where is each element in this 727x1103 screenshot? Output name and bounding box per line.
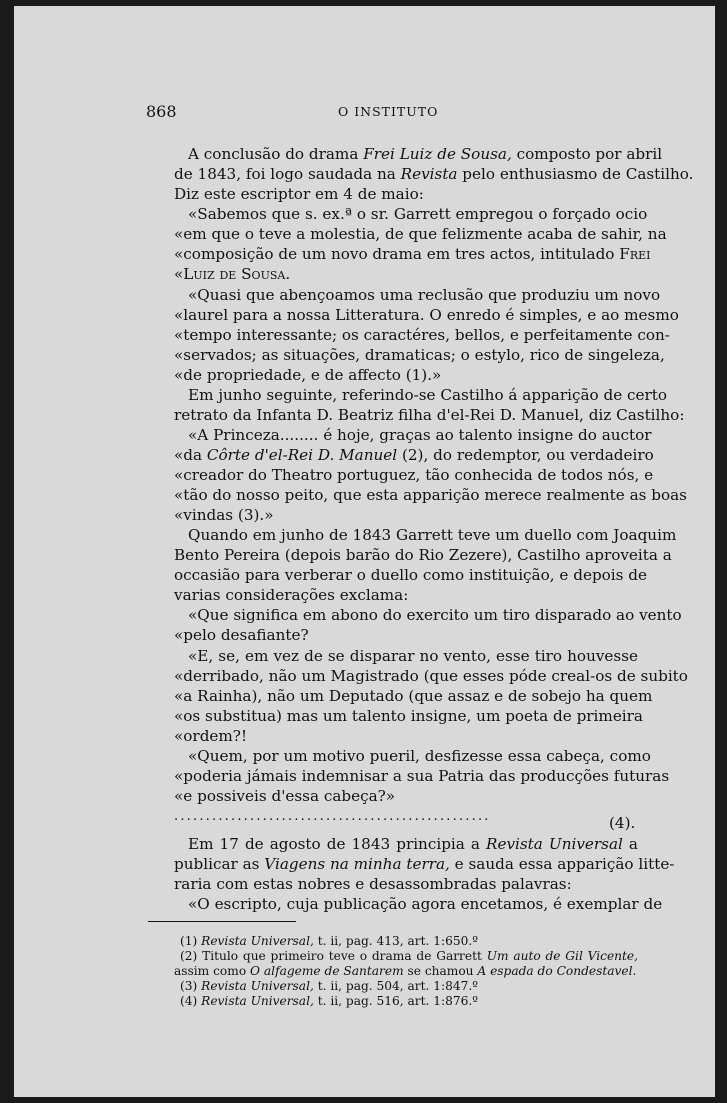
footnote: (3) Revista Universal, t. ii, pag. 504, art. 1:847.º bbox=[180, 979, 479, 993]
text-line: Em junho seguinte, referindo-se Castilho á apparição de certo bbox=[188, 386, 668, 404]
text-line: publicar as Viagens na minha terra, e sauda essa apparição litte- bbox=[174, 855, 675, 873]
quote-line: «Luiz de Sousa. bbox=[174, 265, 291, 283]
footnote-rule bbox=[148, 921, 296, 922]
text-line: raria com estas nobres e desassombradas palavras: bbox=[174, 875, 572, 893]
quote-line: «em que o teve a molestia, de que felizmente acaba de sahir, na bbox=[174, 225, 667, 243]
quote-line: «tempo interessante; os caractéres, bellos, e perfeitamente con- bbox=[174, 326, 670, 344]
quote-line: «poderia jámais indemnisar a sua Patria das producções futuras bbox=[174, 767, 670, 785]
page-number: 868 bbox=[146, 102, 177, 121]
quote-line: «tão do nosso peito, que esta apparição merece realmente as boas bbox=[174, 486, 687, 504]
quote-line: «derribado, não um Magistrado (que esses póde creal-os de subito bbox=[174, 667, 688, 685]
quote-line: «de propriedade, e de affecto (1).» bbox=[174, 366, 442, 384]
quote-line: «e possiveis d'essa cabeça?» bbox=[174, 787, 396, 805]
book-page bbox=[14, 6, 715, 1097]
footnote: (1) Revista Universal, t. ii, pag. 413, art. 1:650.º bbox=[180, 934, 479, 948]
quote-line: «Quasi que abençoamos uma reclusão que produziu um novo bbox=[188, 286, 661, 304]
quote-line: «vindas (3).» bbox=[174, 506, 274, 524]
quote-line: «creador do Theatro portuguez, tão conhecida de todos nós, e bbox=[174, 466, 654, 484]
quote-line: «da Côrte d'el-Rei D. Manuel (2), do redemptor, ou verdadeiro bbox=[174, 446, 654, 464]
quote-line: «os substitua) mas um talento insigne, um poeta de primeira bbox=[174, 707, 643, 725]
text-line: varias considerações exclama: bbox=[174, 586, 409, 604]
quote-line: «pelo desafiante? bbox=[174, 626, 309, 644]
text-line: occasião para verberar o duello como instituição, e depois de bbox=[174, 566, 647, 584]
footnote: (2) Titulo que primeiro teve o drama de Garrett Um auto de Gil Vicente, bbox=[180, 949, 639, 963]
footnote: (4) Revista Universal, t. ii, pag. 516, art. 1:876.º bbox=[180, 994, 479, 1008]
footnote-ref: (4). bbox=[609, 814, 636, 832]
text-line: Bento Pereira (depois barão do Rio Zezere), Castilho aproveita a bbox=[174, 546, 672, 564]
quote-line: «servados; as situações, dramaticas; o estylo, rico de singeleza, bbox=[174, 346, 665, 364]
quote-line: «Que significa em abono do exercito um tiro disparado ao vento bbox=[188, 606, 682, 624]
text-line: retrato da Infanta D. Beatriz filha d'el-Rei D. Manuel, diz Castilho: bbox=[174, 406, 685, 424]
text-line: de 1843, foi logo saudada na Revista pelo enthusiasmo de Castilho. bbox=[174, 165, 694, 183]
quote-line: «laurel para a nossa Litteratura. O enredo é simples, e ao mesmo bbox=[174, 306, 679, 324]
text-line: Quando em junho de 1843 Garrett teve um duello com Joaquim bbox=[188, 526, 677, 544]
quote-line: «A Princeza........ é hoje, graças ao talento insigne do auctor bbox=[188, 426, 652, 444]
running-title: O INSTITUTO bbox=[338, 104, 439, 119]
quote-line: «composição de um novo drama em tres actos, intitulado Frei bbox=[174, 245, 651, 263]
text-line: Diz este escriptor em 4 de maio: bbox=[174, 185, 424, 203]
ellipsis-line: .................................................. bbox=[174, 809, 491, 824]
text-line: A conclusão do drama Frei Luiz de Sousa, composto por abril bbox=[188, 145, 663, 163]
quote-line: «O escripto, cuja publicação agora encetamos, é exemplar de bbox=[188, 895, 663, 913]
footnote-continuation: assim como O alfageme de Santarem se chamou A espada do Condestavel. bbox=[174, 964, 637, 978]
quote-line: «Quem, por um motivo pueril, desfizesse essa cabeça, como bbox=[188, 747, 651, 765]
quote-line: «ordem?! bbox=[174, 727, 248, 745]
quote-line: «Sabemos que s. ex.ª o sr. Garrett empregou o forçado ocio bbox=[188, 205, 648, 223]
quote-line: «E, se, em vez de se disparar no vento, esse tiro houvesse bbox=[188, 647, 638, 665]
quote-line: «a Rainha), não um Deputado (que assaz e de sobejo ha quem bbox=[174, 687, 653, 705]
text-line: Em 17 de agosto de 1843 principia a Revista Universal a bbox=[188, 835, 638, 853]
